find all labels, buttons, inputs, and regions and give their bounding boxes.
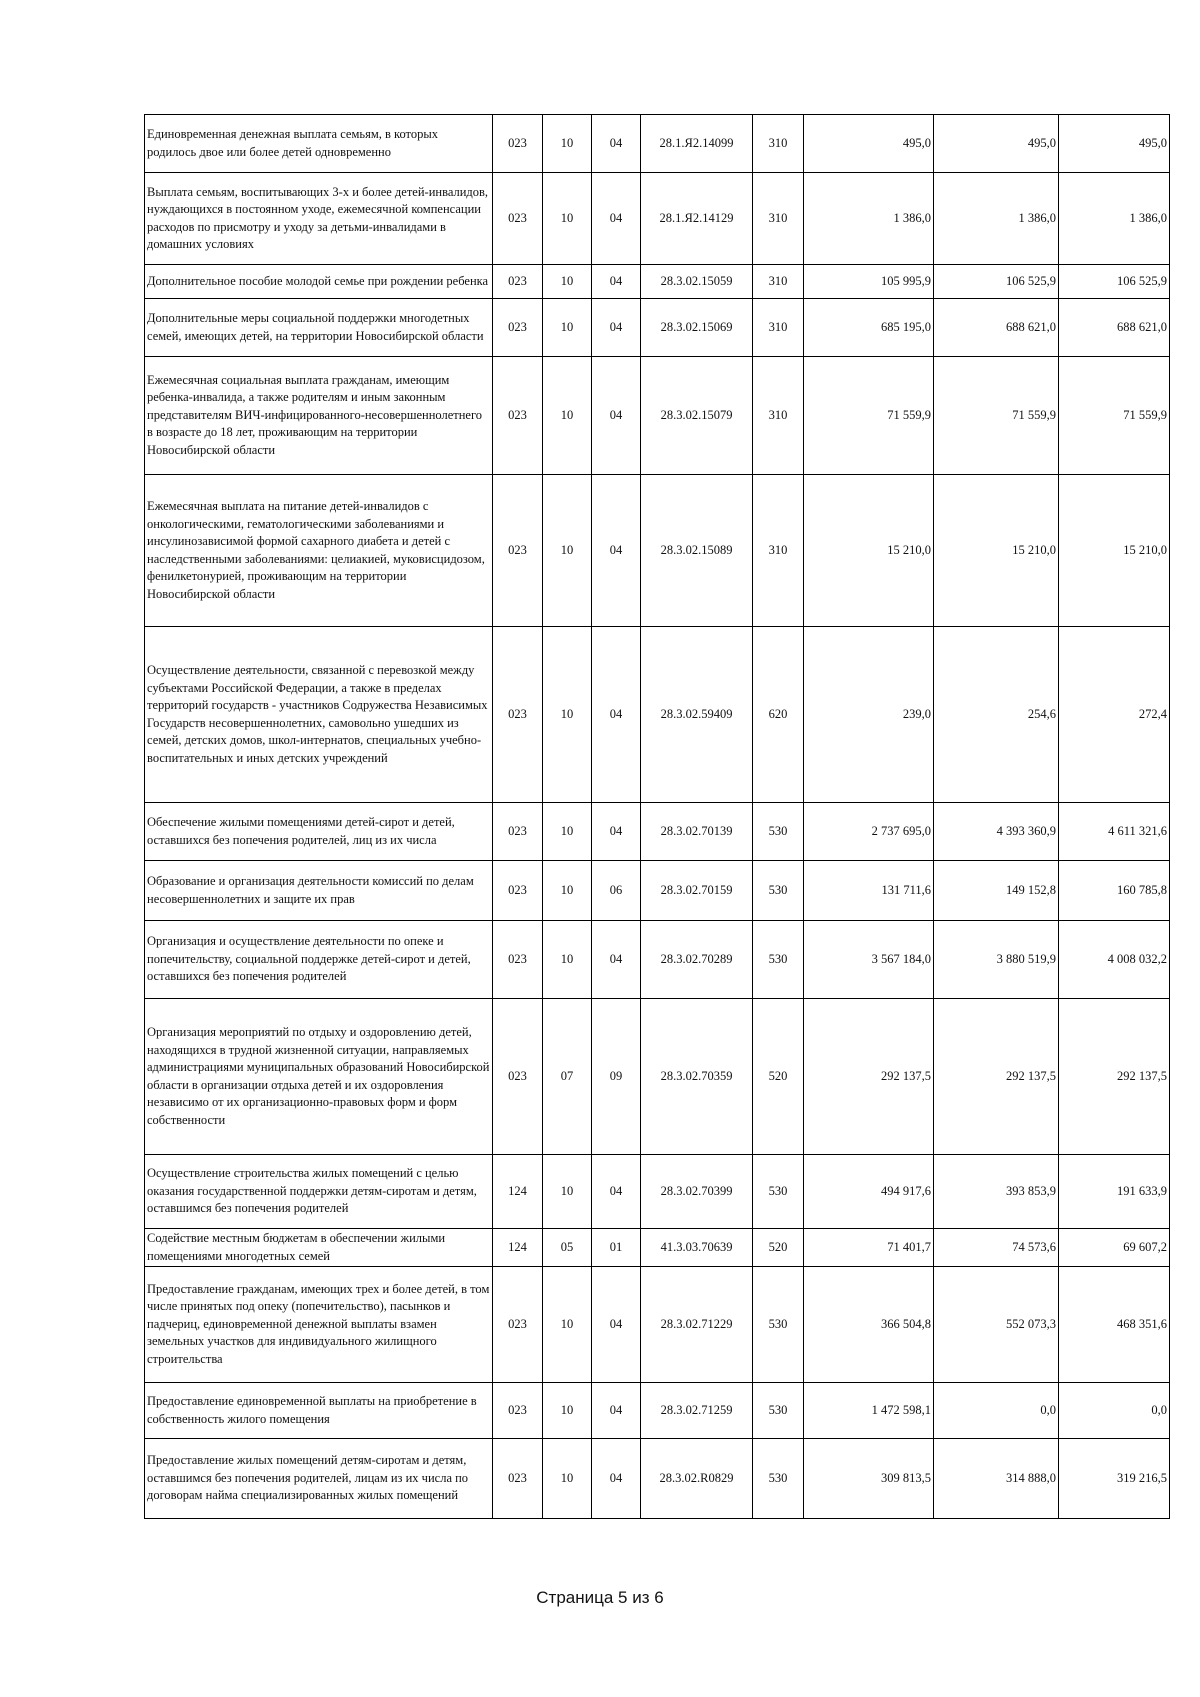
cell-target-article: 28.3.02.70159 [641, 861, 753, 921]
cell-expense-type: 310 [753, 115, 804, 173]
cell-section: 10 [543, 173, 592, 265]
cell-section: 10 [543, 1155, 592, 1229]
cell-grbs: 023 [493, 1267, 543, 1383]
row-description: Осуществление деятельности, связанной с перевозкой между субъектами Российской Федерации, а также в пределах территорий государств - участников Содружества Независимых Государств несовершеннолетних, самовольно ушедших из семей, детских домов, школ-интернатов, специальных учебно-воспитательных и иных детских учреждений [145, 627, 493, 803]
row-description: Предоставление жилых помещений детям-сиротам и детям, оставшимся без попечения родителей, лицам из их числа по договорам найма специализированных жилых помещений [145, 1439, 493, 1519]
cell-amount-year1: 292 137,5 [804, 999, 934, 1155]
cell-section: 10 [543, 475, 592, 627]
cell-section: 10 [543, 921, 592, 999]
table-row [145, 861, 1170, 921]
cell-section: 10 [543, 803, 592, 861]
row-description: Ежемесячная социальная выплата гражданам, имеющим ребенка-инвалида, а также родителям и иным законным представителям ВИЧ-инфицированного-несовершеннолетнего в возрасте до 18 лет, проживающим на территории Новосибирской области [145, 357, 493, 475]
cell-grbs: 023 [493, 357, 543, 475]
cell-section: 10 [543, 1267, 592, 1383]
table-row [145, 1155, 1170, 1229]
cell-amount-year3: 15 210,0 [1059, 475, 1170, 627]
cell-section: 10 [543, 1383, 592, 1439]
cell-amount-year2: 0,0 [934, 1383, 1059, 1439]
table-row [145, 357, 1170, 475]
cell-subsection: 04 [592, 921, 641, 999]
cell-target-article: 28.3.02.15069 [641, 299, 753, 357]
cell-subsection: 06 [592, 861, 641, 921]
cell-section: 10 [543, 861, 592, 921]
cell-amount-year1: 15 210,0 [804, 475, 934, 627]
row-description: Ежемесячная выплата на питание детей-инвалидов с онкологическими, гематологическими заболеваниями и инсулинозависимой формой сахарного диабета и детей с наследственными заболеваниями: целиакией, муковисцидозом, фенилкетонурией, проживающим на территории Новосибирской области [145, 475, 493, 627]
row-description: Единовременная денежная выплата семьям, в которых родилось двое или более детей одновременно [145, 115, 493, 173]
table-row [145, 1267, 1170, 1383]
cell-amount-year2: 74 573,6 [934, 1229, 1059, 1267]
cell-grbs: 124 [493, 1155, 543, 1229]
cell-expense-type: 530 [753, 1439, 804, 1519]
cell-grbs: 023 [493, 627, 543, 803]
cell-expense-type: 310 [753, 357, 804, 475]
row-description: Выплата семьям, воспитывающих 3-х и более детей-инвалидов, нуждающихся в постоянном уходе, ежемесячной компенсации расходов по присмотру и уходу за детьми-инвалидами в домашних условиях [145, 173, 493, 265]
cell-target-article: 28.3.02.15059 [641, 265, 753, 299]
cell-section: 10 [543, 299, 592, 357]
cell-subsection: 04 [592, 115, 641, 173]
row-description: Дополнительное пособие молодой семье при рождении ребенка [145, 265, 493, 299]
cell-subsection: 09 [592, 999, 641, 1155]
cell-amount-year1: 309 813,5 [804, 1439, 934, 1519]
cell-section: 10 [543, 265, 592, 299]
cell-subsection: 04 [592, 173, 641, 265]
cell-expense-type: 620 [753, 627, 804, 803]
cell-subsection: 04 [592, 299, 641, 357]
cell-amount-year1: 366 504,8 [804, 1267, 934, 1383]
cell-amount-year3: 0,0 [1059, 1383, 1170, 1439]
cell-subsection: 01 [592, 1229, 641, 1267]
row-description: Предоставление гражданам, имеющих трех и более детей, в том числе принятых под опеку (попечительство), пасынков и падчериц, единовременной денежной выплаты взамен земельных участков для индивидуального жилищного строительства [145, 1267, 493, 1383]
table-row [145, 1383, 1170, 1439]
cell-target-article: 41.3.03.70639 [641, 1229, 753, 1267]
cell-amount-year2: 71 559,9 [934, 357, 1059, 475]
cell-expense-type: 530 [753, 803, 804, 861]
row-description: Предоставление единовременной выплаты на приобретение в собственность жилого помещения [145, 1383, 493, 1439]
cell-subsection: 04 [592, 1383, 641, 1439]
cell-amount-year2: 552 073,3 [934, 1267, 1059, 1383]
table-row [145, 265, 1170, 299]
row-description: Дополнительные меры социальной поддержки многодетных семей, имеющих детей, на территории Новосибирской области [145, 299, 493, 357]
cell-amount-year3: 495,0 [1059, 115, 1170, 173]
cell-amount-year2: 314 888,0 [934, 1439, 1059, 1519]
row-description: Организация мероприятий по отдыху и оздоровлению детей, находящихся в трудной жизненной ситуации, направляемых администрациями муниципальных образований Новосибирской области в организации отдыха детей и их оздоровления независимо от их организационно-правовых форм и форм собственности [145, 999, 493, 1155]
cell-target-article: 28.1.Я2.14129 [641, 173, 753, 265]
cell-amount-year3: 106 525,9 [1059, 265, 1170, 299]
cell-amount-year3: 272,4 [1059, 627, 1170, 803]
cell-amount-year1: 239,0 [804, 627, 934, 803]
cell-grbs: 124 [493, 1229, 543, 1267]
cell-grbs: 023 [493, 475, 543, 627]
cell-subsection: 04 [592, 357, 641, 475]
cell-amount-year3: 4 008 032,2 [1059, 921, 1170, 999]
cell-target-article: 28.3.02.70139 [641, 803, 753, 861]
cell-amount-year3: 319 216,5 [1059, 1439, 1170, 1519]
table-row [145, 1439, 1170, 1519]
cell-amount-year3: 292 137,5 [1059, 999, 1170, 1155]
cell-amount-year3: 69 607,2 [1059, 1229, 1170, 1267]
cell-target-article: 28.3.02.71259 [641, 1383, 753, 1439]
cell-amount-year2: 106 525,9 [934, 265, 1059, 299]
budget-table [144, 114, 1170, 1519]
cell-target-article: 28.3.02.15089 [641, 475, 753, 627]
cell-amount-year1: 2 737 695,0 [804, 803, 934, 861]
cell-section: 10 [543, 1439, 592, 1519]
cell-expense-type: 530 [753, 1383, 804, 1439]
cell-grbs: 023 [493, 861, 543, 921]
cell-grbs: 023 [493, 999, 543, 1155]
cell-amount-year1: 494 917,6 [804, 1155, 934, 1229]
cell-amount-year2: 3 880 519,9 [934, 921, 1059, 999]
cell-amount-year2: 15 210,0 [934, 475, 1059, 627]
cell-subsection: 04 [592, 475, 641, 627]
cell-amount-year1: 1 472 598,1 [804, 1383, 934, 1439]
table-row [145, 115, 1170, 173]
cell-target-article: 28.3.02.70399 [641, 1155, 753, 1229]
cell-expense-type: 310 [753, 265, 804, 299]
cell-section: 10 [543, 357, 592, 475]
cell-grbs: 023 [493, 299, 543, 357]
cell-amount-year3: 1 386,0 [1059, 173, 1170, 265]
cell-expense-type: 530 [753, 921, 804, 999]
cell-amount-year2: 495,0 [934, 115, 1059, 173]
cell-target-article: 28.3.02.59409 [641, 627, 753, 803]
cell-grbs: 023 [493, 1439, 543, 1519]
cell-target-article: 28.3.02.71229 [641, 1267, 753, 1383]
cell-target-article: 28.3.02.R0829 [641, 1439, 753, 1519]
cell-amount-year3: 4 611 321,6 [1059, 803, 1170, 861]
table-row [145, 627, 1170, 803]
cell-amount-year1: 71 401,7 [804, 1229, 934, 1267]
cell-amount-year3: 688 621,0 [1059, 299, 1170, 357]
cell-amount-year3: 160 785,8 [1059, 861, 1170, 921]
cell-amount-year2: 149 152,8 [934, 861, 1059, 921]
cell-subsection: 04 [592, 803, 641, 861]
cell-grbs: 023 [493, 803, 543, 861]
table-row [145, 999, 1170, 1155]
cell-grbs: 023 [493, 1383, 543, 1439]
cell-amount-year1: 105 995,9 [804, 265, 934, 299]
cell-section: 10 [543, 627, 592, 803]
cell-target-article: 28.3.02.70289 [641, 921, 753, 999]
row-description: Организация и осуществление деятельности по опеке и попечительству, социальной поддержке детей-сирот и детей, оставшихся без попечения родителей [145, 921, 493, 999]
page-number: Страница 5 из 6 [536, 1588, 664, 1607]
cell-amount-year1: 3 567 184,0 [804, 921, 934, 999]
cell-amount-year2: 393 853,9 [934, 1155, 1059, 1229]
cell-amount-year1: 131 711,6 [804, 861, 934, 921]
cell-expense-type: 520 [753, 1229, 804, 1267]
cell-grbs: 023 [493, 921, 543, 999]
table-row [145, 299, 1170, 357]
cell-expense-type: 530 [753, 1155, 804, 1229]
cell-grbs: 023 [493, 265, 543, 299]
cell-amount-year1: 685 195,0 [804, 299, 934, 357]
table-row [145, 803, 1170, 861]
row-description: Содействие местным бюджетам в обеспечении жилыми помещениями многодетных семей [145, 1229, 493, 1267]
cell-amount-year3: 191 633,9 [1059, 1155, 1170, 1229]
table-row [145, 921, 1170, 999]
cell-amount-year1: 495,0 [804, 115, 934, 173]
cell-section: 07 [543, 999, 592, 1155]
cell-amount-year1: 71 559,9 [804, 357, 934, 475]
cell-amount-year2: 4 393 360,9 [934, 803, 1059, 861]
cell-subsection: 04 [592, 1439, 641, 1519]
cell-subsection: 04 [592, 1155, 641, 1229]
cell-section: 05 [543, 1229, 592, 1267]
cell-expense-type: 310 [753, 299, 804, 357]
cell-target-article: 28.3.02.15079 [641, 357, 753, 475]
cell-target-article: 28.1.Я2.14099 [641, 115, 753, 173]
cell-amount-year2: 1 386,0 [934, 173, 1059, 265]
row-description: Обеспечение жилыми помещениями детей-сирот и детей, оставшихся без попечения родителей, лиц из их числа [145, 803, 493, 861]
cell-amount-year2: 292 137,5 [934, 999, 1059, 1155]
cell-expense-type: 310 [753, 475, 804, 627]
cell-subsection: 04 [592, 1267, 641, 1383]
row-description: Осуществление строительства жилых помещений с целью оказания государственной поддержки детям-сиротам и детям, оставшимся без попечения родителей [145, 1155, 493, 1229]
table-row [145, 1229, 1170, 1267]
cell-amount-year1: 1 386,0 [804, 173, 934, 265]
cell-grbs: 023 [493, 173, 543, 265]
table-row [145, 173, 1170, 265]
cell-grbs: 023 [493, 115, 543, 173]
cell-expense-type: 520 [753, 999, 804, 1155]
cell-expense-type: 530 [753, 1267, 804, 1383]
cell-expense-type: 530 [753, 861, 804, 921]
cell-amount-year3: 468 351,6 [1059, 1267, 1170, 1383]
row-description: Образование и организация деятельности комиссий по делам несовершеннолетних и защите их прав [145, 861, 493, 921]
cell-expense-type: 310 [753, 173, 804, 265]
cell-target-article: 28.3.02.70359 [641, 999, 753, 1155]
cell-subsection: 04 [592, 627, 641, 803]
cell-amount-year2: 254,6 [934, 627, 1059, 803]
cell-subsection: 04 [592, 265, 641, 299]
cell-amount-year2: 688 621,0 [934, 299, 1059, 357]
cell-amount-year3: 71 559,9 [1059, 357, 1170, 475]
table-row [145, 475, 1170, 627]
cell-section: 10 [543, 115, 592, 173]
